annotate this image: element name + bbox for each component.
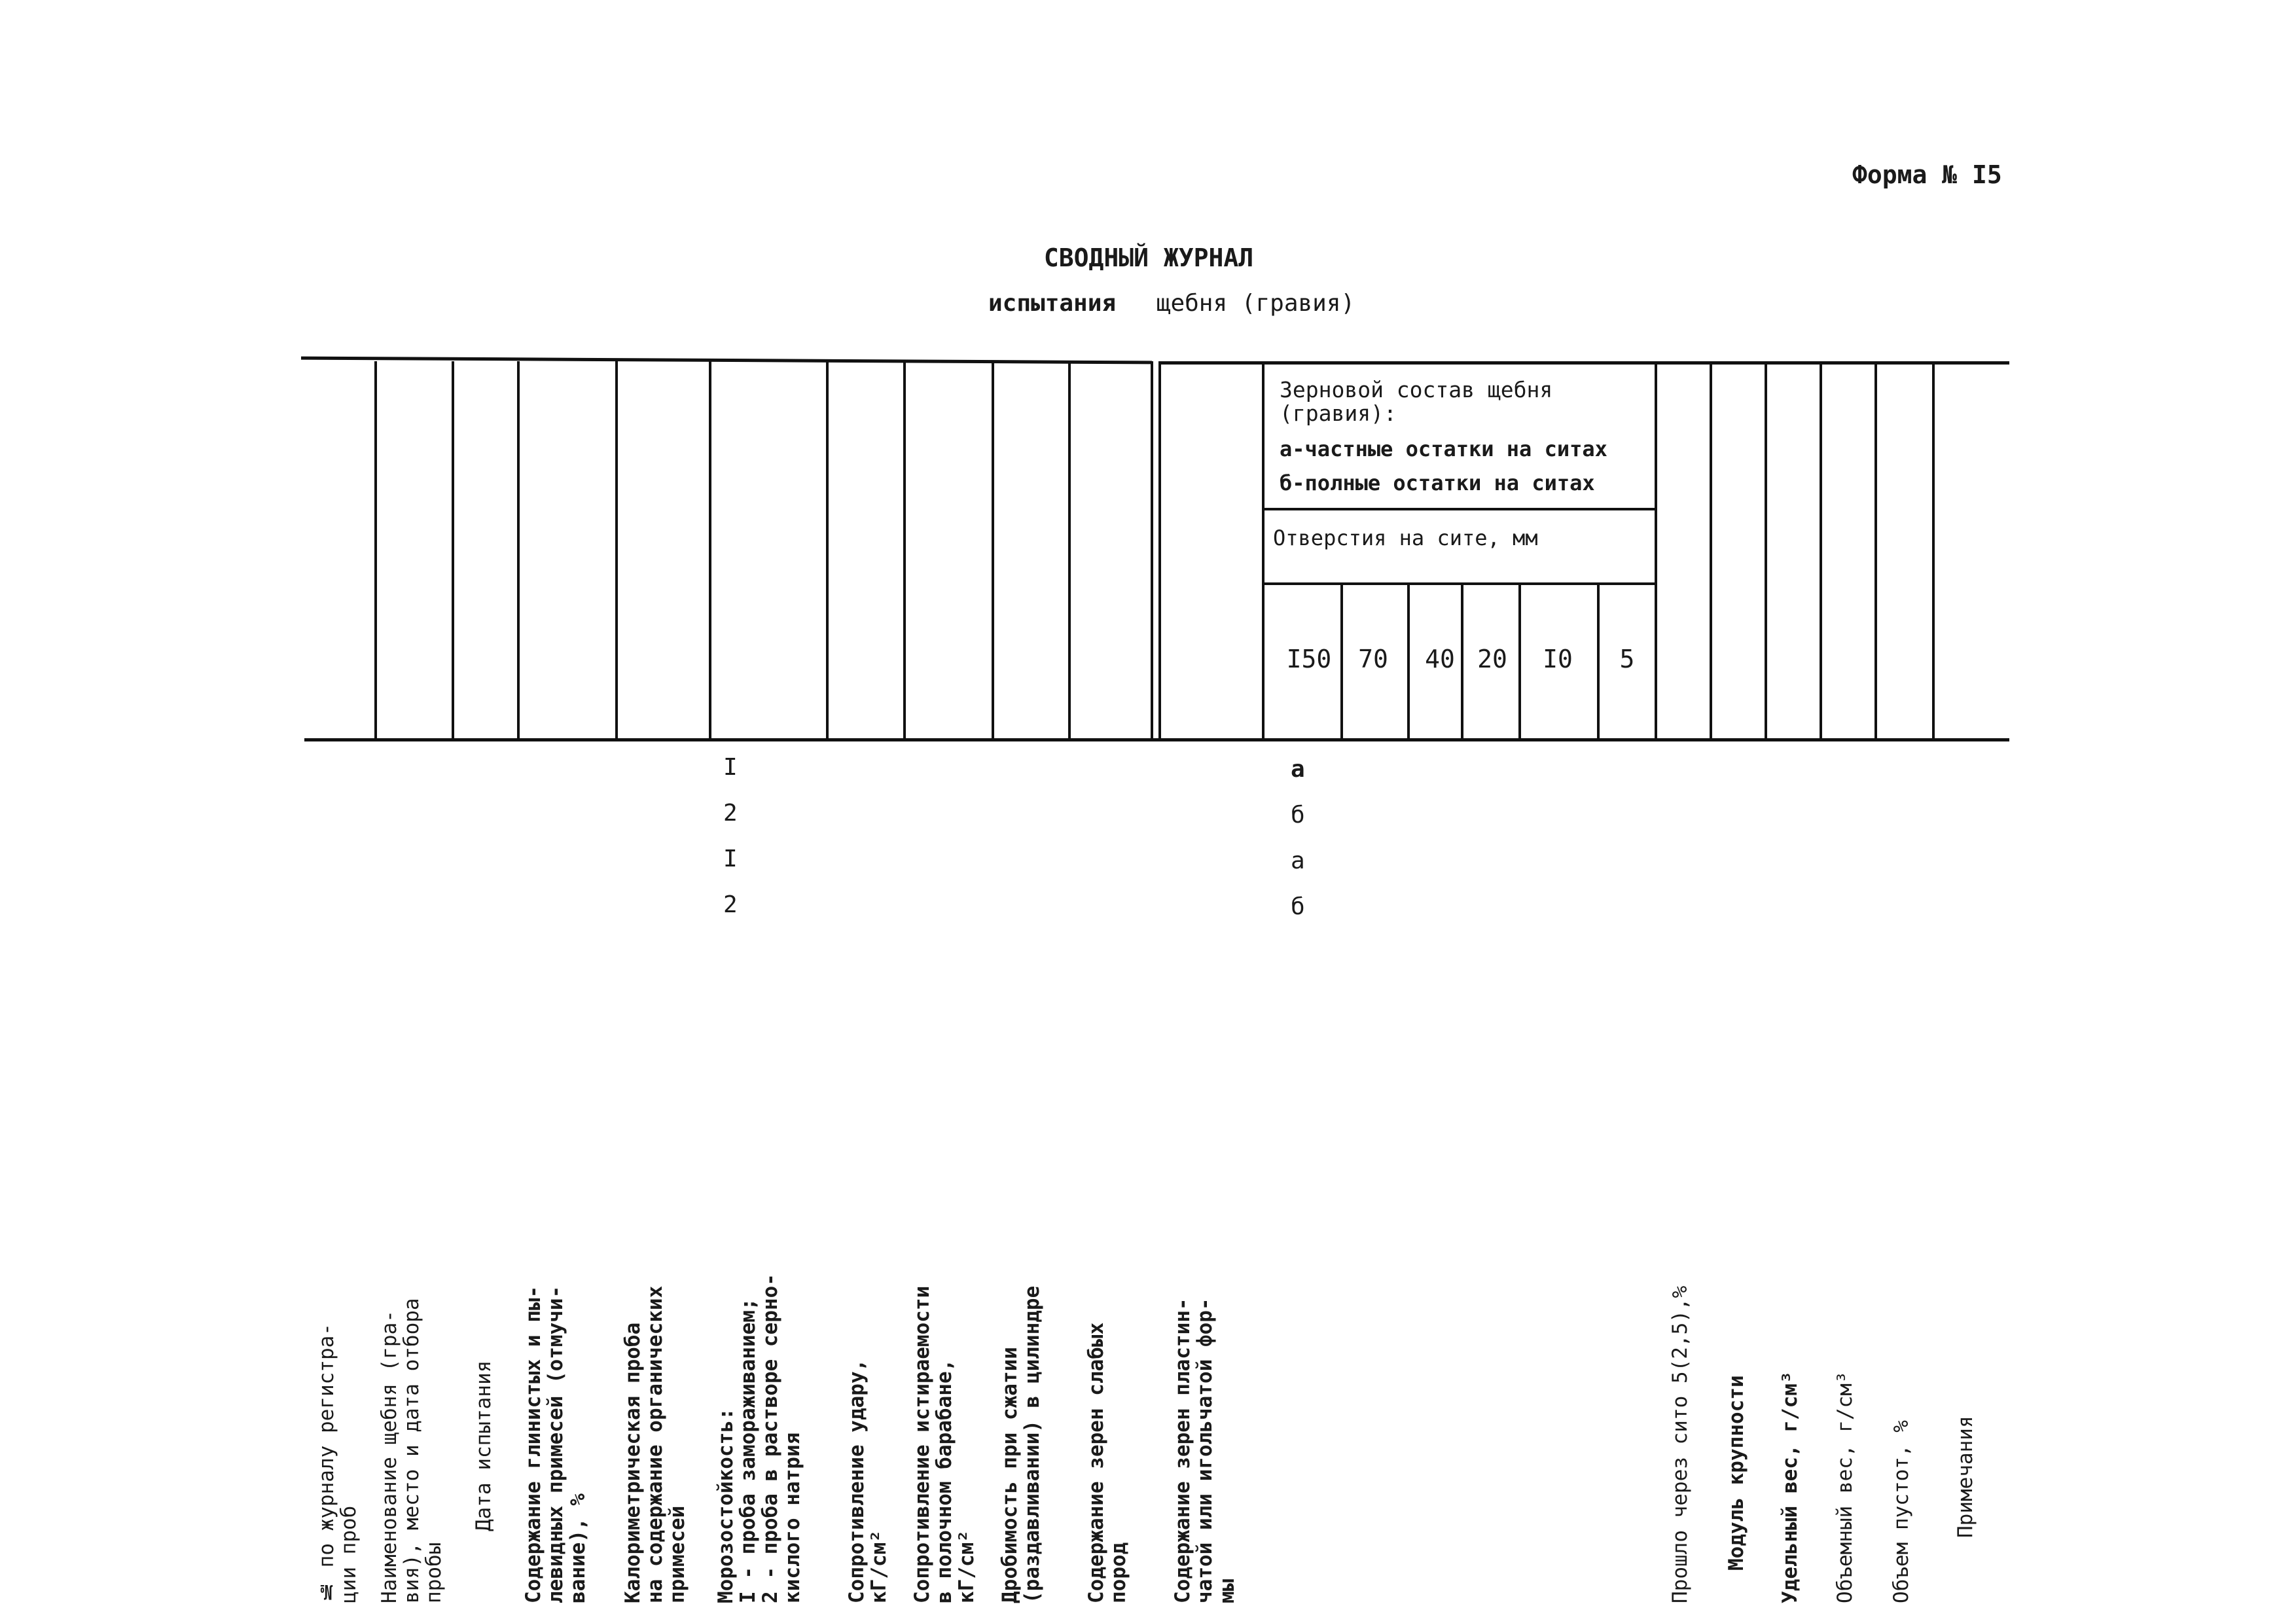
col-sep xyxy=(903,361,906,738)
sieve-sep xyxy=(1340,584,1343,738)
sieve-size: 5 xyxy=(1619,645,1635,673)
sieve-size: 40 xyxy=(1425,645,1455,673)
journal-title: СВОДНЫЙ ЖУРНАЛ xyxy=(1043,243,1254,272)
grain-title: Зерновой состав щебня (гравия): xyxy=(1280,377,1553,426)
sieve-sep xyxy=(1597,584,1600,738)
col-sep xyxy=(1710,361,1712,738)
col-header-sieve-pass: Прошло через сито 5(2,5),% xyxy=(1668,1285,1692,1603)
col-header-register-no: № по журналу регистра- ции проб xyxy=(315,1323,361,1603)
frost-row-mark: I xyxy=(723,846,738,872)
col-header-sample-name: Наименование щебня (гра- вия), место и дата отбора пробы xyxy=(378,1298,446,1603)
col-sep xyxy=(1932,361,1935,738)
col-sep xyxy=(709,361,711,738)
grain-line-a: а-частные остатки на ситах xyxy=(1280,437,1607,461)
col-header-test-date: Дата испытания xyxy=(472,1360,495,1531)
col-header-flaky-grains: Содержание зерен пластин- чатой или игольчатой фор- мы xyxy=(1171,1298,1239,1603)
table-bottom-border xyxy=(304,738,2009,741)
col-header-frost-resistance: Морозостойкость: I - проба замораживанием; 2 - проба в растворе серно- кислого натрия xyxy=(714,1274,804,1603)
col-sep xyxy=(826,361,829,738)
col-sep xyxy=(1820,361,1822,738)
col-header-notes: Примечания xyxy=(1954,1416,1977,1538)
grain-line-b: б-полные остатки на ситах xyxy=(1280,471,1595,495)
col-header-clay-content: Содержание глинистых и пы- левидных примесей (отмучи- вание), % xyxy=(522,1285,590,1603)
frost-row-mark: I xyxy=(723,754,738,781)
sieve-size: I0 xyxy=(1543,645,1573,673)
table-top-border-left xyxy=(301,357,1152,365)
col-header-organic-sample: Калориметрическая проба на содержание органических примесей xyxy=(621,1285,689,1603)
grain-divider-1 xyxy=(1263,508,1655,510)
col-header-void-volume: Объем пустот, % xyxy=(1890,1420,1913,1603)
subtitle-part-a: испытания xyxy=(988,290,1117,317)
col-sep xyxy=(452,361,454,738)
sieve-sep xyxy=(1518,584,1521,738)
grain-row-mark: а xyxy=(1291,756,1305,783)
journal-subtitle xyxy=(988,290,1355,317)
form-number: Форма № I5 xyxy=(1852,160,2002,189)
sieve-size: I50 xyxy=(1286,645,1332,673)
col-header-weak-grains: Содержание зерен слабых пород xyxy=(1085,1322,1130,1603)
grain-divider-2 xyxy=(1263,582,1655,585)
grain-row-mark: б xyxy=(1291,802,1305,829)
subtitle-part-b: щебня (гравия) xyxy=(1156,290,1355,317)
col-header-bulk-weight: Объемный вес, г/см³ xyxy=(1833,1371,1857,1603)
col-sep xyxy=(1068,361,1071,738)
col-sep xyxy=(615,361,618,738)
frost-row-mark: 2 xyxy=(723,891,738,918)
col-sep xyxy=(1151,361,1153,738)
sieve-sep xyxy=(1407,584,1410,738)
frost-row-mark: 2 xyxy=(723,800,738,827)
col-header-abrasion-resistance: Сопротивление истираемости в полочном барабане, кГ/см² xyxy=(910,1285,978,1603)
col-header-specific-weight: Удельный вес, г/см³ xyxy=(1778,1371,1802,1603)
col-sep xyxy=(1765,361,1767,738)
sieve-size: 70 xyxy=(1358,645,1388,673)
col-header-fineness-modulus: Модуль крупности xyxy=(1725,1375,1748,1571)
col-sep xyxy=(517,361,520,738)
col-header-crushability: Дробимость при сжатии (раздавливании) в цилиндре xyxy=(998,1285,1044,1603)
grain-row-mark: б xyxy=(1291,893,1305,920)
sieve-size: 20 xyxy=(1477,645,1507,673)
grain-row-mark: а xyxy=(1291,847,1305,874)
col-sep xyxy=(1655,361,1657,738)
col-sep xyxy=(1262,361,1265,738)
col-sep xyxy=(992,361,994,738)
col-sep xyxy=(374,361,377,738)
sieve-holes-label: Отверстия на сите, мм xyxy=(1273,526,1538,550)
table-top-border-right xyxy=(1158,361,2009,365)
col-header-impact-resistance: Сопротивление удару, кГ/см² xyxy=(845,1359,891,1603)
col-sep xyxy=(1158,361,1161,738)
col-sep xyxy=(1874,361,1877,738)
